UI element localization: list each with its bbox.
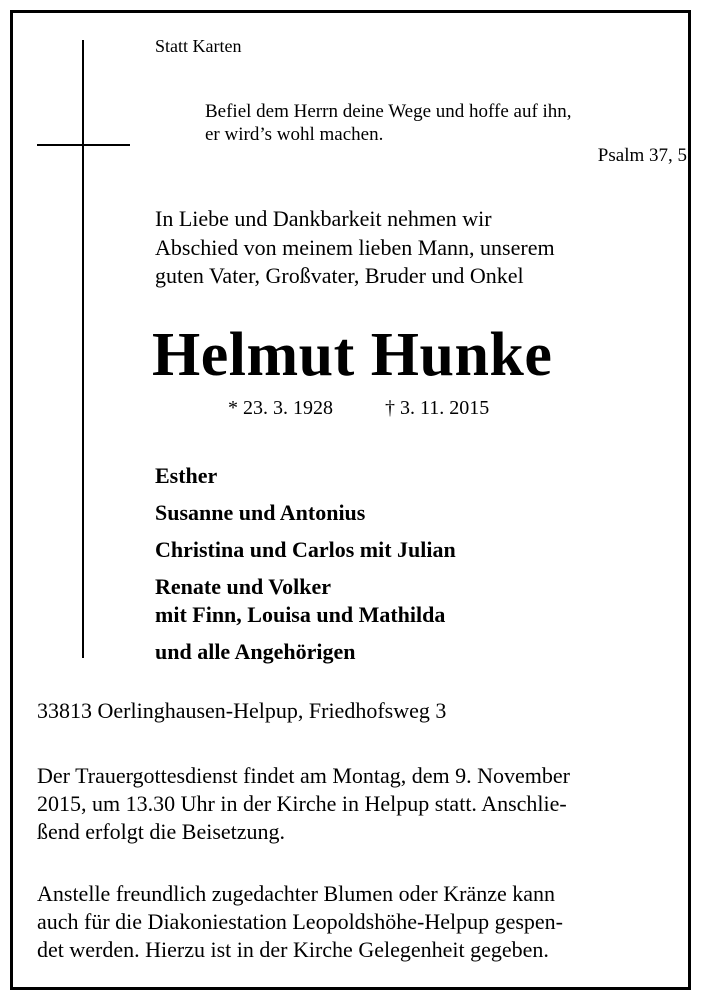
intro-line: In Liebe und Dankbarkeit nehmen wir <box>155 206 492 231</box>
birth-date: * 23. 3. 1928 <box>228 397 333 419</box>
death-date: † 3. 11. 2015 <box>385 397 490 419</box>
cross-icon <box>82 40 84 658</box>
cross-icon-bar <box>37 144 130 146</box>
intro-text <box>155 205 555 291</box>
service-line: Der Trauergottesdienst findet am Montag, dem 9. November <box>37 763 570 788</box>
verse-source: Psalm 37, 5 <box>597 145 687 166</box>
donation-line: Anstelle freundlich zugedachter Blumen oder Kränze kann <box>37 881 556 906</box>
family-line: Susanne und Antonius <box>155 500 366 525</box>
address: 33813 Oerlinghausen-Helpup, Friedhofsweg 3 <box>37 698 447 723</box>
verse-line: er wird’s wohl machen. <box>205 124 384 145</box>
family-line: Christina und Carlos mit Julian <box>155 537 456 562</box>
intro-line: Abschied von meinem lieben Mann, unserem <box>155 234 555 260</box>
service-line: ßend erfolgt die Beisetzung. <box>37 819 286 844</box>
notice-header: Statt Karten <box>155 36 242 56</box>
family-line: und alle Angehörigen <box>155 639 356 664</box>
bible-verse <box>205 100 572 146</box>
donation-line: det werden. Hierzu ist in der Kirche Gelegenheit gegeben. <box>37 937 549 962</box>
intro-line: guten Vater, Großvater, Bruder und Onkel <box>155 263 524 288</box>
donation-line: auch für die Diakoniestation Leopoldshöhe-Helpup gespen- <box>37 909 564 934</box>
family-list <box>155 462 456 666</box>
service-info <box>37 762 570 846</box>
family-line: mit Finn, Louisa und Mathilda <box>155 602 446 627</box>
family-line: Renate und Volker <box>155 574 332 599</box>
deceased-name: Helmut Hunke <box>152 321 553 389</box>
donation-info <box>37 880 563 964</box>
family-line: Esther <box>155 463 218 488</box>
service-line: 2015, um 13.30 Uhr in der Kirche in Helpup statt. Anschlie- <box>37 791 567 816</box>
verse-line: Befiel dem Herrn deine Wege und hoffe auf ihn, <box>205 101 572 122</box>
